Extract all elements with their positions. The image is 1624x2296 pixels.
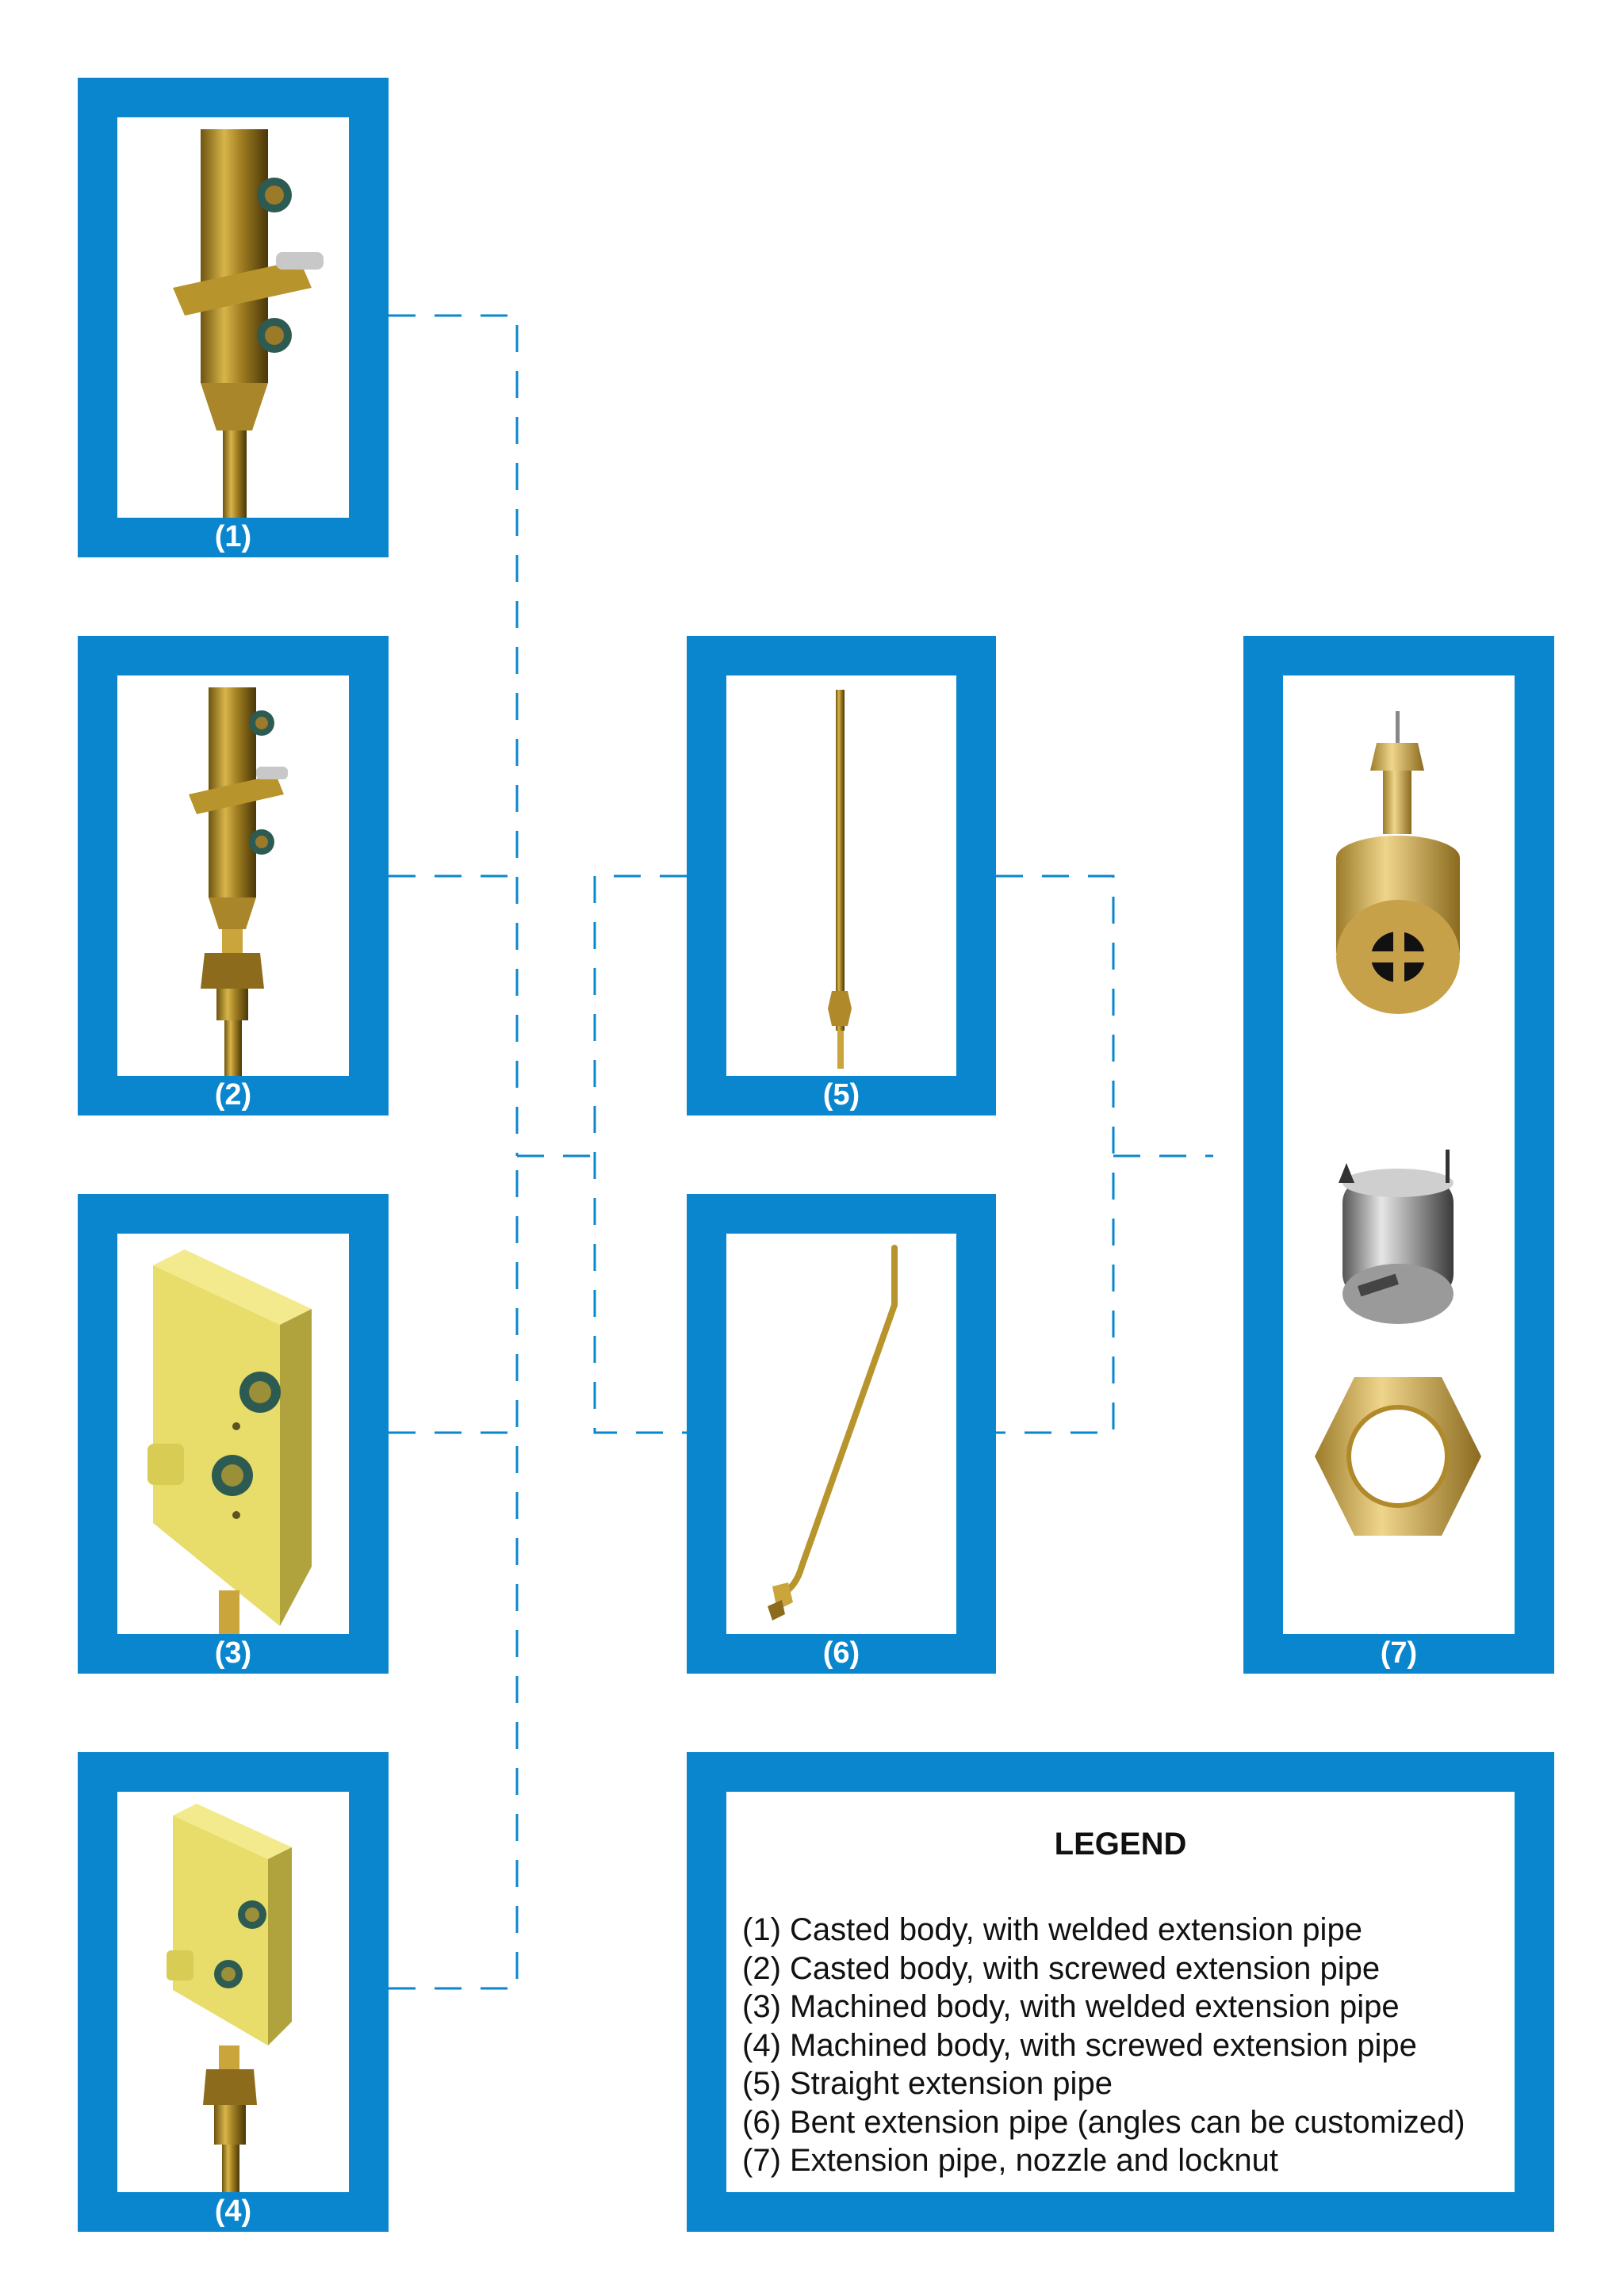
panel-5 xyxy=(687,636,996,1115)
caption-3: (3) xyxy=(214,1636,252,1670)
machined-body-screwed-image xyxy=(117,1792,349,2192)
straight-pipe-image xyxy=(726,675,956,1076)
caption-1: (1) xyxy=(214,520,252,553)
panel-6 xyxy=(687,1194,996,1674)
panel-7 xyxy=(1243,636,1554,1674)
pipe-nozzle-locknut-image xyxy=(1283,675,1515,1634)
caption-7: (7) xyxy=(1380,1636,1418,1670)
connector-1 xyxy=(389,316,517,1156)
legend-item-6: (6) Bent extension pipe (angles can be customized) xyxy=(742,2104,1465,2140)
legend-title: LEGEND xyxy=(1054,1827,1187,1862)
legend-item-2: (2) Casted body, with screwed extension pipe xyxy=(742,1950,1381,1986)
panel-2 xyxy=(78,636,389,1115)
connector-5 xyxy=(595,876,687,1433)
panel-4 xyxy=(78,1752,389,2232)
legend-item-1: (1) Casted body, with welded extension pipe xyxy=(742,1912,1362,1947)
legend-item-3: (3) Machined body, with welded extension pipe xyxy=(742,1989,1400,2024)
legend-panel xyxy=(687,1752,1554,2232)
caption-2: (2) xyxy=(214,1078,252,1112)
casted-body-welded-image xyxy=(117,117,349,518)
bent-pipe-image xyxy=(726,1234,956,1634)
legend-item-7: (7) Extension pipe, nozzle and locknut xyxy=(742,2143,1278,2178)
panel-3 xyxy=(78,1194,389,1674)
connector-6 xyxy=(996,876,1113,1433)
legend-item-4: (4) Machined body, with screwed extension pipe xyxy=(742,2027,1417,2063)
caption-5: (5) xyxy=(822,1078,860,1112)
machined-body-welded-image xyxy=(117,1234,349,1634)
legend-item-5: (5) Straight extension pipe xyxy=(742,2066,1113,2101)
caption-6: (6) xyxy=(822,1636,860,1670)
panel-1 xyxy=(78,78,389,557)
casted-body-screwed-image xyxy=(117,675,349,1076)
legend-list xyxy=(742,1911,1465,2180)
connector-4 xyxy=(389,1156,517,1988)
caption-4: (4) xyxy=(214,2195,252,2228)
